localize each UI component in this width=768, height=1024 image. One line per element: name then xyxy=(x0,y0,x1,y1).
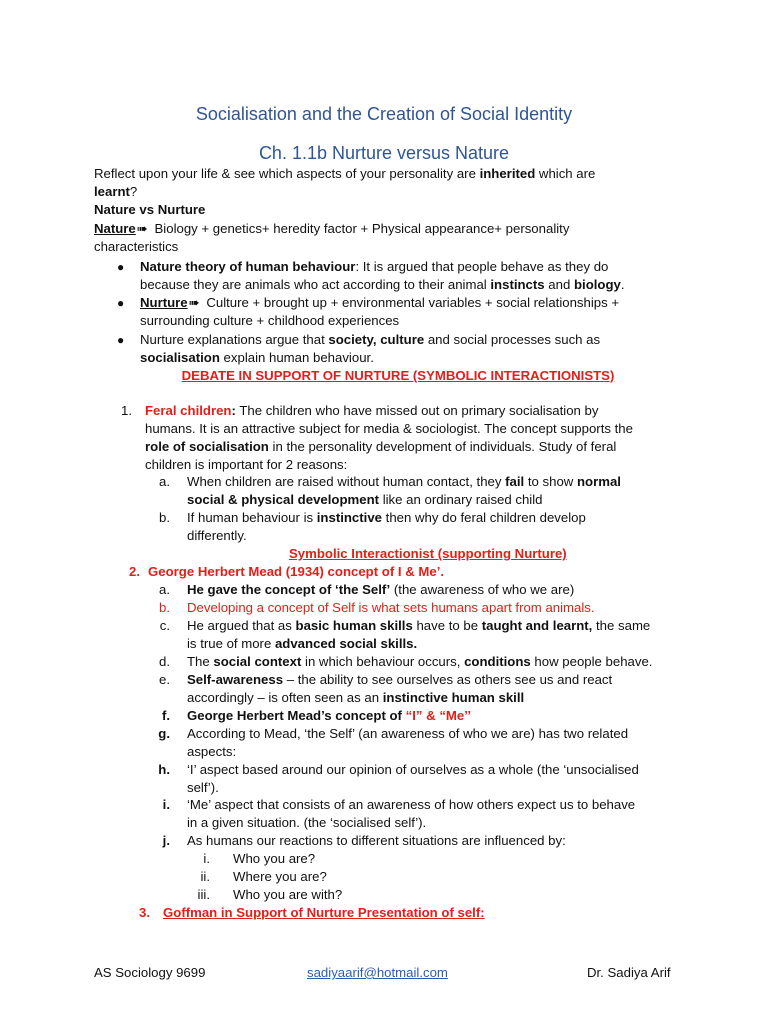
list-letter: e. xyxy=(159,672,170,687)
list-letter: a. xyxy=(159,474,170,489)
concept-of-self: He gave the concept of ‘the Self’ xyxy=(187,582,391,597)
list-number: 3. xyxy=(139,905,150,920)
chapter-title: Ch. 1.1b Nurture versus Nature xyxy=(258,143,510,163)
intro-q1-text: Reflect upon your life & see which aspects of your personality are xyxy=(94,166,480,181)
mead-heading: George Herbert Mead (1934) concept of I & Me’. xyxy=(148,564,445,579)
nurture-explanations-tail: and social processes such as xyxy=(424,332,601,347)
sub-item-who: Who you are? xyxy=(233,851,316,866)
mead-e-text1: – the ability to see ourselves as others see us and react xyxy=(283,672,613,687)
bullet-nurture-explanations-line2 xyxy=(140,349,374,367)
bullet-nature-theory xyxy=(140,258,608,276)
nurture-explanations-text: Nurture explanations argue that xyxy=(140,332,329,347)
bullet-nurture-line2: surrounding culture + childhood experiences xyxy=(140,313,400,328)
document-title: Socialisation and the Creation of Social Identity xyxy=(195,104,573,124)
mead-item-e xyxy=(187,671,612,689)
nature-definition-line2: characteristics xyxy=(94,239,179,254)
social-context: social context xyxy=(213,654,302,669)
debate-heading: DEBATE IN SUPPORT OF NURTURE (SYMBOLIC INTERACTIONISTS) xyxy=(181,368,615,383)
mead-item-g-line2: aspects: xyxy=(187,744,237,759)
arrow-icon: ➠ xyxy=(136,221,148,236)
instincts-word: instincts xyxy=(490,277,545,292)
feral-line3 xyxy=(145,438,616,456)
mead-c-text3: the same xyxy=(592,618,651,633)
list-letter: i. xyxy=(162,797,170,812)
reason-a-text2: to show xyxy=(524,474,577,489)
nurture-explanations-line2: explain human behaviour. xyxy=(219,350,374,365)
mead-d-text1: The xyxy=(187,654,214,669)
nature-theory-line2: because they are animals who act according to their animal xyxy=(140,277,491,292)
bullet-icon: ● xyxy=(117,333,125,347)
footer-course: AS Sociology 9699 xyxy=(94,965,206,980)
list-roman: i. xyxy=(203,851,210,866)
instinctive-human-skill: instinctive human skill xyxy=(382,690,525,705)
mead-item-h: ‘I’ aspect based around our opinion of ourselves as a whole (the ‘unsocialised xyxy=(187,762,639,777)
reason-a-text1: When children are raised without human contact, they xyxy=(187,474,506,489)
basic-human-skills: basic human skills xyxy=(295,618,413,633)
mead-item-f xyxy=(187,707,471,725)
mead-d-text2: in which behaviour occurs, xyxy=(301,654,465,669)
nature-theory-label: Nature theory of human behaviour xyxy=(140,259,356,274)
list-roman: iii. xyxy=(197,887,210,902)
mead-item-i-line2: in a given situation. (the ‘socialised self’). xyxy=(187,815,427,830)
mead-c-text4: is true of more xyxy=(187,636,275,651)
culture-word: culture xyxy=(380,332,425,347)
nature-theory-and: and xyxy=(544,277,574,292)
feral-line3-text: in the personality development of individuals. Study of feral xyxy=(268,439,617,454)
list-letter: j. xyxy=(162,833,170,848)
intro-q1-tail: which are xyxy=(535,166,596,181)
fail-word: fail xyxy=(505,474,525,489)
feral-line4: children is important for 2 reasons: xyxy=(145,457,348,472)
role-of-socialisation: role of socialisation xyxy=(145,439,269,454)
intro-q2-tail: ? xyxy=(129,184,138,199)
intro-q2-bold: learnt xyxy=(94,184,130,199)
intro-question xyxy=(94,165,595,183)
nurture-text: Culture + brought up + environmental variables + social relationships + xyxy=(202,295,620,310)
feral-children-item xyxy=(145,402,598,420)
list-letter: d. xyxy=(159,654,170,669)
reason-a-text3: like an ordinary raised child xyxy=(379,492,543,507)
normal-word: normal xyxy=(576,474,621,489)
advanced-social-skills: advanced social skills. xyxy=(274,636,418,651)
sub-item-with: Who you are with? xyxy=(233,887,343,902)
mead-f-text: George Herbert Mead’s concept of xyxy=(187,708,406,723)
list-letter: b. xyxy=(159,600,170,615)
bullet-nurture xyxy=(140,294,619,312)
feral-line2: humans. It is an attractive subject for media & sociologist. The concept supports the xyxy=(145,421,633,436)
feral-reason-b xyxy=(187,509,586,527)
i-and-me: “I” & “Me’’ xyxy=(405,708,472,723)
list-number: 2. xyxy=(129,564,140,579)
list-letter: f. xyxy=(161,708,170,723)
feral-colon: : xyxy=(231,403,236,418)
feral-reason-a-line2 xyxy=(187,491,543,509)
mead-item-a xyxy=(187,581,574,599)
bullet-icon: ● xyxy=(117,260,125,274)
nature-definition xyxy=(94,220,569,238)
nature-label: Nature xyxy=(94,221,136,236)
mead-c-text2: have to be xyxy=(412,618,482,633)
nature-theory-end: . xyxy=(620,277,625,292)
mead-e-text2: accordingly – is often seen as an xyxy=(187,690,383,705)
symbolic-heading: Symbolic Interactionist (supporting Nurture) xyxy=(289,546,567,561)
reason-b-text2: then why do feral children develop xyxy=(382,510,586,525)
arrow-icon: ➠ xyxy=(188,295,200,310)
mead-item-j: As humans our reactions to different situations are influenced by: xyxy=(187,833,566,848)
mead-item-c-line2 xyxy=(187,635,417,653)
nature-text: Biology + genetics+ heredity factor + Physical appearance+ personality xyxy=(150,221,570,236)
list-letter: g. xyxy=(158,726,170,741)
intro-question-line2 xyxy=(94,183,137,201)
nature-theory-text: : It is argued that people behave as they do xyxy=(355,259,609,274)
mead-d-text3: how people behave. xyxy=(530,654,653,669)
taught-and-learnt: taught and learnt, xyxy=(481,618,593,633)
instinctive-word: instinctive xyxy=(316,510,382,525)
list-letter: a. xyxy=(159,582,170,597)
socialisation-word: socialisation xyxy=(140,350,220,365)
footer-email-link[interactable]: sadiyaarif@hotmail.com xyxy=(307,965,448,980)
bullet-icon: ● xyxy=(117,296,125,310)
feral-reason-b-line2: differently. xyxy=(187,528,247,543)
sub-item-where: Where you are? xyxy=(233,869,327,884)
footer-author: Dr. Sadiya Arif xyxy=(587,965,671,980)
list-number: 1. xyxy=(121,403,132,418)
feral-children-label: Feral children xyxy=(145,403,232,418)
biology-word: biology xyxy=(573,277,621,292)
mead-a-text: (the awareness of who we are) xyxy=(390,582,575,597)
mead-item-g: According to Mead, ‘the Self’ (an awareness of who we are) has two related xyxy=(187,726,629,741)
reason-b-text1: If human behaviour is xyxy=(187,510,317,525)
intro-q1-bold: inherited xyxy=(479,166,536,181)
bullet-nature-theory-line2 xyxy=(140,276,625,294)
mead-item-b: Developing a concept of Self is what sets humans apart from animals. xyxy=(187,600,595,615)
list-roman: ii. xyxy=(200,869,210,884)
conditions-word: conditions xyxy=(464,654,531,669)
nurture-label: Nurture xyxy=(140,295,188,310)
mead-c-text1: He argued that as xyxy=(187,618,296,633)
feral-reason-a xyxy=(187,473,621,491)
list-letter: h. xyxy=(158,762,170,777)
mead-item-h-line2: self’). xyxy=(187,780,219,795)
comma: , xyxy=(372,332,381,347)
mead-item-e-line2 xyxy=(187,689,524,707)
bullet-nurture-explanations xyxy=(140,331,600,349)
mead-item-c xyxy=(187,617,650,635)
list-letter: b. xyxy=(159,510,170,525)
feral-line1: The children who have missed out on primary socialisation by xyxy=(235,403,599,418)
mead-item-d xyxy=(187,653,652,671)
list-letter: c. xyxy=(159,618,170,633)
nature-vs-nurture-heading: Nature vs Nurture xyxy=(94,202,206,217)
goffman-heading: Goffman in Support of Nurture Presentation of self: xyxy=(163,905,485,920)
self-awareness: Self-awareness xyxy=(187,672,284,687)
mead-item-i: ‘Me’ aspect that consists of an awareness of how others expect us to behave xyxy=(187,797,636,812)
society-word: society xyxy=(328,332,373,347)
social-physical-development: social & physical development xyxy=(187,492,380,507)
